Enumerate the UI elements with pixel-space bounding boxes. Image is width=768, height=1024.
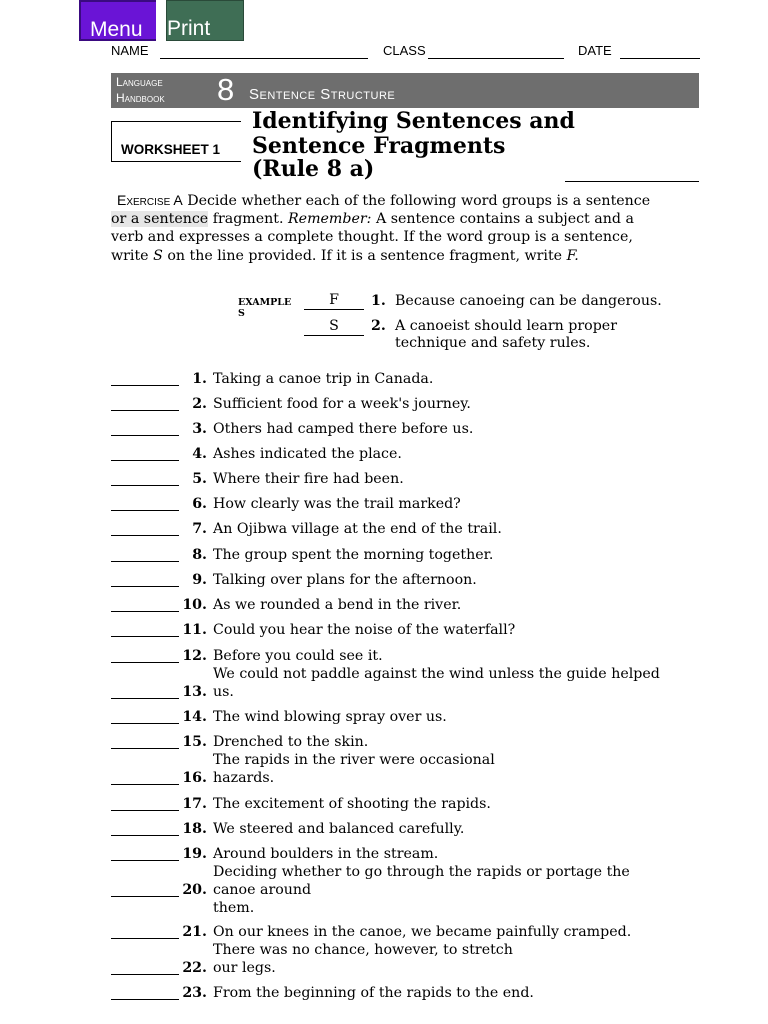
title-rule	[565, 181, 699, 182]
list-item	[0, 571, 768, 589]
answer-blank[interactable]	[111, 636, 179, 637]
item-number: 19.	[182, 846, 207, 862]
item-text: Talking over plans for the afternoon.	[213, 572, 477, 588]
answer-blank[interactable]	[111, 586, 179, 587]
class-label: CLASS	[383, 43, 426, 58]
item-text: Around boulders in the stream.	[213, 846, 439, 862]
answer-blank[interactable]	[111, 784, 179, 785]
list-item	[0, 820, 768, 838]
answer-blank[interactable]	[111, 974, 179, 975]
list-item	[0, 845, 768, 863]
list-item	[0, 495, 768, 513]
item-number: 5.	[192, 471, 207, 487]
list-item	[0, 752, 768, 787]
item-text: As we rounded a bend in the river.	[213, 597, 462, 613]
answer-blank[interactable]	[111, 435, 179, 436]
item-number: 15.	[182, 734, 207, 750]
answer-blank[interactable]	[111, 662, 179, 663]
item-text: Could you hear the noise of the waterfall?	[213, 622, 516, 638]
instruction-text: write	[111, 247, 149, 264]
banner-section-title: Sentence Structure	[249, 86, 396, 103]
examples-label-line2: S	[238, 308, 245, 319]
name-label: NAME	[111, 43, 149, 58]
item-number: 3.	[192, 421, 207, 437]
item-text: Taking a canoe trip in Canada.	[213, 371, 434, 387]
instruction-text: verb and expresses a complete thought. If the word group is a sentence,	[111, 229, 633, 246]
date-field-line[interactable]	[620, 58, 700, 59]
example-text: Because canoeing can be dangerous.	[395, 293, 662, 309]
examples-label	[238, 297, 291, 319]
answer-blank[interactable]	[111, 485, 179, 486]
list-item	[0, 864, 768, 916]
list-item	[0, 984, 768, 1002]
answer-blank[interactable]	[111, 561, 179, 562]
instructions	[111, 191, 701, 265]
exercise-label: Exercise A	[117, 192, 183, 208]
answer-blank[interactable]	[111, 938, 179, 939]
list-item	[0, 733, 768, 751]
item-text: An Ojibwa village at the end of the trail.	[213, 521, 502, 537]
item-number: 9.	[192, 572, 207, 588]
list-item	[0, 666, 768, 701]
item-text: Ashes indicated the place.	[213, 446, 402, 462]
instruction-text: on the line provided. If it is a sentence fragment, write	[167, 247, 563, 264]
example-text: technique and safety rules.	[395, 335, 591, 351]
item-number: 14.	[182, 709, 207, 725]
item-text: From the beginning of the rapids to the end.	[213, 985, 534, 1001]
example-number: 2.	[371, 318, 386, 334]
answer-blank[interactable]	[111, 535, 179, 536]
list-item	[0, 647, 768, 665]
instruction-text: fragment.	[208, 211, 284, 228]
item-text-pre: We could not paddle against the wind unless the guide helped	[213, 666, 660, 682]
answer-blank[interactable]	[111, 748, 179, 749]
item-number: 20.	[182, 882, 207, 898]
item-text: Before you could see it.	[213, 648, 383, 664]
example-answer: F	[304, 291, 364, 310]
answer-blank[interactable]	[111, 835, 179, 836]
example-number: 1.	[371, 293, 386, 309]
item-number: 17.	[182, 796, 207, 812]
item-number: 10.	[182, 597, 207, 613]
banner-chapter-number: 8	[217, 72, 235, 107]
item-text-pre: There was no chance, however, to stretch	[213, 942, 513, 958]
worksheet-title-line1: Identifying Sentences and	[252, 108, 575, 134]
list-item	[0, 445, 768, 463]
item-text-pre: The rapids in the river were occasional	[213, 752, 495, 768]
item-text-pre: Deciding whether to go through the rapids or portage the	[213, 864, 630, 880]
instruction-f: F.	[566, 247, 579, 264]
item-text: canoe around	[213, 882, 312, 898]
item-number: 21.	[182, 924, 207, 940]
instruction-text: Decide whether each of the following word groups is a sentence	[187, 193, 651, 209]
list-item	[0, 520, 768, 538]
list-item	[0, 621, 768, 639]
name-field-line[interactable]	[160, 58, 368, 59]
answer-blank[interactable]	[111, 698, 179, 699]
highlighted-text: or a sentence	[111, 211, 209, 228]
banner-handbook: Handbook	[116, 91, 165, 105]
example-answer: S	[304, 317, 364, 336]
item-text: We steered and balanced carefully.	[213, 821, 465, 837]
item-text: hazards.	[213, 770, 275, 786]
item-number: 18.	[182, 821, 207, 837]
answer-blank[interactable]	[111, 896, 179, 897]
item-text: On our knees in the canoe, we became painfully cramped.	[213, 924, 632, 940]
list-item	[0, 596, 768, 614]
class-field-line[interactable]	[428, 58, 564, 59]
item-number: 22.	[182, 960, 207, 976]
instruction-text: A sentence contains a subject and a	[375, 211, 634, 228]
item-text: Sufficient food for a week's journey.	[213, 396, 471, 412]
answer-blank[interactable]	[111, 723, 179, 724]
list-item	[0, 708, 768, 726]
item-text: The group spent the morning together.	[213, 547, 494, 563]
item-number: 8.	[192, 547, 207, 563]
list-item	[0, 370, 768, 388]
list-item	[0, 923, 768, 941]
date-label: DATE	[578, 43, 612, 58]
answer-blank[interactable]	[111, 410, 179, 411]
list-item	[0, 546, 768, 564]
banner-language: Language	[116, 75, 163, 89]
item-text: us.	[213, 684, 234, 700]
answer-blank[interactable]	[111, 860, 179, 861]
item-number: 23.	[182, 985, 207, 1001]
examples-label-line1: EXAMPLE	[238, 297, 292, 308]
list-item	[0, 795, 768, 813]
item-text: our legs.	[213, 960, 276, 976]
print-button[interactable]: Print	[166, 0, 244, 41]
answer-blank[interactable]	[111, 460, 179, 461]
answer-blank[interactable]	[111, 385, 179, 386]
example-text: A canoeist should learn proper	[395, 318, 617, 334]
answer-blank[interactable]	[111, 611, 179, 612]
item-number: 13.	[182, 684, 207, 700]
item-number: 2.	[192, 396, 207, 412]
instruction-s: S	[153, 247, 163, 264]
item-number: 12.	[182, 648, 207, 664]
list-item	[0, 942, 768, 977]
item-number: 16.	[182, 770, 207, 786]
item-text-post: them.	[213, 900, 255, 916]
remember-label: Remember:	[288, 211, 372, 228]
item-number: 7.	[192, 521, 207, 537]
item-text: The wind blowing spray over us.	[213, 709, 447, 725]
answer-blank[interactable]	[111, 510, 179, 511]
answer-blank[interactable]	[111, 810, 179, 811]
worksheet-label: WORKSHEET 1	[121, 142, 221, 157]
list-item	[0, 420, 768, 438]
item-text: How clearly was the trail marked?	[213, 496, 461, 512]
item-number: 11.	[182, 622, 207, 638]
item-number: 1.	[192, 371, 207, 387]
list-item	[0, 470, 768, 488]
item-text: Drenched to the skin.	[213, 734, 369, 750]
chapter-banner	[111, 73, 699, 108]
item-number: 4.	[192, 446, 207, 462]
menu-button[interactable]: Menu	[79, 0, 156, 41]
item-text: The excitement of shooting the rapids.	[213, 796, 491, 812]
list-item	[0, 395, 768, 413]
item-number: 6.	[192, 496, 207, 512]
item-text: Where their fire had been.	[213, 471, 404, 487]
answer-blank[interactable]	[111, 999, 179, 1000]
item-text: Others had camped there before us.	[213, 421, 474, 437]
worksheet-title-line2: Sentence Fragments	[252, 133, 506, 159]
worksheet-title-line3: (Rule 8 a)	[252, 156, 375, 182]
